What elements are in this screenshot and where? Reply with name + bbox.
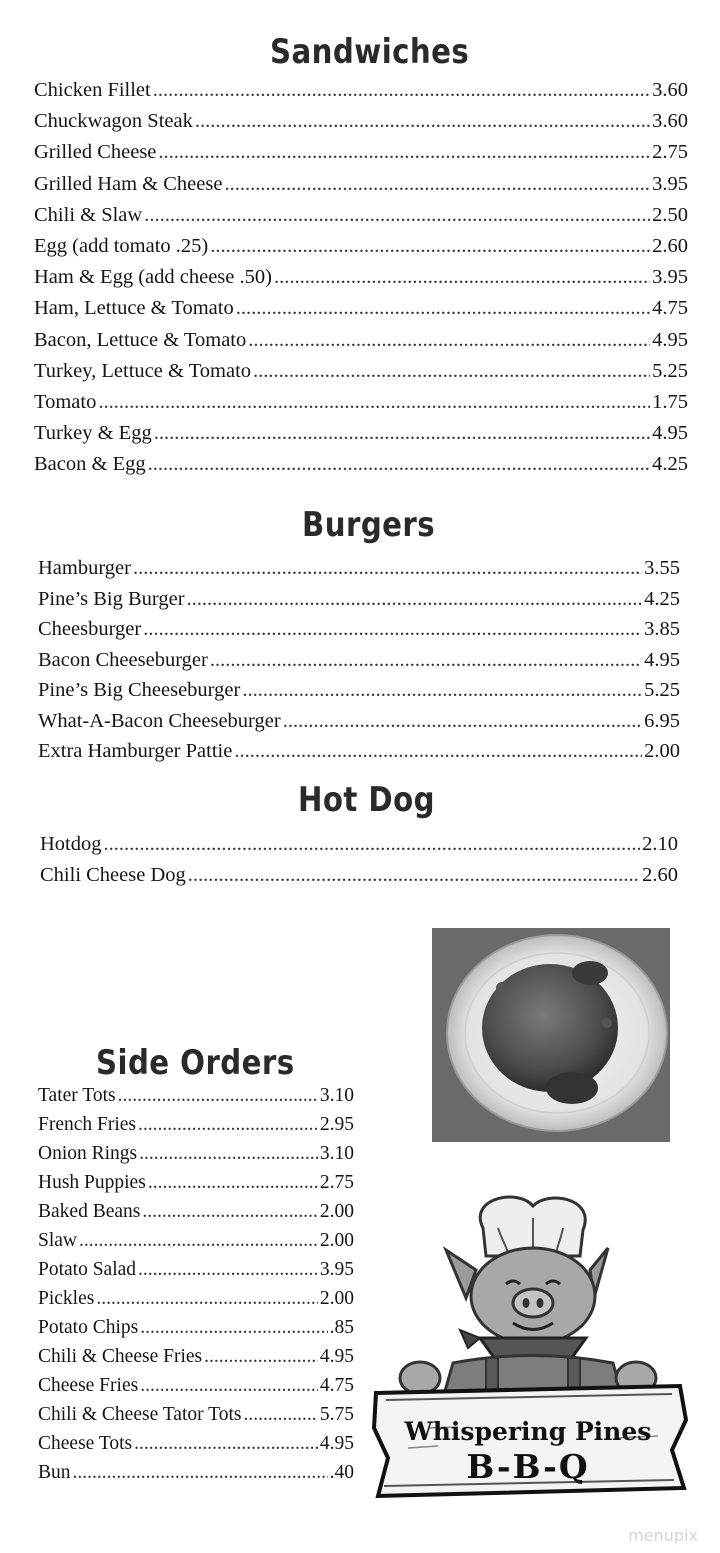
menu-item-price: 3.95	[319, 1259, 354, 1280]
menu-item-name: Cheese Fries	[38, 1375, 139, 1396]
menu-item-name: Hotdog	[40, 833, 102, 855]
dot-leader	[134, 1433, 318, 1455]
menu-item-price: 4.75	[319, 1375, 354, 1396]
menu-item	[34, 266, 688, 297]
burger-photo	[432, 928, 670, 1142]
menu-item	[38, 710, 680, 741]
dot-leader	[204, 1346, 318, 1368]
menu-item-price: 4.25	[644, 587, 680, 610]
menu-item-name: Onion Rings	[38, 1143, 138, 1164]
dot-leader	[248, 329, 650, 352]
menu-item-name: Ham & Egg (add cheese .50)	[34, 266, 272, 289]
menu-item	[38, 649, 680, 680]
menu-item-name: Chuckwagon Steak	[34, 110, 193, 133]
dot-leader	[210, 649, 642, 672]
menu-item-price: 2.75	[652, 141, 688, 164]
menu-item	[34, 391, 688, 422]
menu-item-name: Tomato	[34, 390, 97, 413]
dot-leader	[195, 110, 650, 133]
menu-item	[38, 557, 680, 588]
menu-item	[38, 1462, 354, 1491]
burger-plate-illustration	[432, 928, 670, 1142]
dot-leader	[138, 1114, 318, 1136]
menu-item	[38, 679, 680, 710]
menu-item-price: .40	[329, 1462, 354, 1483]
menu-item-price: 3.10	[319, 1143, 354, 1164]
menu-item	[38, 588, 680, 619]
menu-item-price: 3.60	[652, 79, 688, 101]
menu-item-name: Bun	[38, 1462, 71, 1483]
menu-item-name: Bacon & Egg	[34, 453, 146, 476]
menu-item-name: Chili & Slaw	[34, 203, 143, 226]
menu-item-price: 2.10	[642, 833, 678, 855]
whispering-pines-logo	[368, 1188, 698, 1528]
dot-leader	[236, 297, 650, 320]
hot-dog-list	[40, 833, 678, 895]
menu-item-name: Hamburger	[38, 557, 131, 579]
dot-leader	[104, 833, 641, 856]
dot-leader	[79, 1230, 318, 1252]
menu-item-price: .85	[329, 1317, 354, 1338]
menu-item-name: Egg (add tomato .25)	[34, 234, 209, 257]
menu-item-price: 4.95	[652, 328, 688, 351]
menu-item-price: 3.95	[652, 266, 688, 289]
menu-item-price: 2.00	[644, 740, 680, 762]
dot-leader	[148, 1172, 318, 1194]
watermark: menupix	[628, 1526, 698, 1545]
side-orders-list	[38, 1085, 354, 1491]
logo-line1: Whispering Pines	[404, 1417, 652, 1446]
menu-item	[34, 79, 688, 110]
dot-leader	[274, 266, 650, 289]
menu-item-name: Pine’s Big Burger	[38, 587, 185, 610]
menu-item-name: Grilled Ham & Cheese	[34, 172, 223, 195]
menu-item-name: Hush Puppies	[38, 1172, 146, 1193]
menu-item	[38, 1230, 354, 1259]
hot-dog-heading: Hot Dog	[298, 780, 436, 820]
dot-leader	[148, 453, 651, 476]
sandwiches-heading: Sandwiches	[270, 32, 470, 72]
menu-item	[40, 833, 678, 864]
menu-item-price: 4.95	[644, 648, 680, 671]
menu-item	[38, 1143, 354, 1172]
menu-item	[38, 1288, 354, 1317]
menu-item-price: 2.60	[642, 864, 678, 886]
menu-item-name: Extra Hamburger Pattie	[38, 740, 233, 762]
menu-item-name: Baked Beans	[38, 1201, 141, 1222]
menu-item-price: 1.75	[652, 390, 688, 413]
menu-item	[38, 1404, 354, 1433]
logo-line2: B-B-Q	[466, 1447, 590, 1486]
menu-item-name: Slaw	[38, 1230, 77, 1251]
menu-item-price: 4.75	[652, 297, 688, 320]
menu-item-name: Turkey & Egg	[34, 422, 152, 445]
menu-item-name: Chicken Fillet	[34, 79, 151, 101]
menu-item	[38, 1259, 354, 1288]
dot-leader	[158, 141, 650, 164]
menu-item	[34, 297, 688, 328]
menu-item-price: 2.60	[652, 234, 688, 257]
menu-item-name: Pine’s Big Cheeseburger	[38, 679, 241, 701]
menu-item-price: 4.95	[652, 422, 688, 445]
menu-item	[34, 235, 688, 266]
dot-leader	[253, 360, 650, 383]
menu-item-price: 3.85	[644, 618, 680, 640]
menu-item	[38, 1346, 354, 1375]
menu-item	[34, 204, 688, 235]
menu-item	[34, 141, 688, 172]
dot-leader	[140, 1317, 327, 1339]
menu-item-price: 3.55	[644, 557, 680, 579]
dot-leader	[140, 1375, 318, 1397]
menu-item-name: Cheesburger	[38, 618, 142, 640]
menu-item	[34, 360, 688, 391]
menu-item-price: 3.60	[652, 110, 688, 133]
dot-leader	[133, 557, 642, 580]
menu-item-name: Chili & Cheese Fries	[38, 1346, 203, 1367]
menu-item-price: 3.95	[652, 172, 688, 195]
dot-leader	[210, 235, 650, 258]
sandwiches-list	[34, 79, 688, 484]
dot-leader	[224, 173, 650, 196]
menu-item	[38, 1201, 354, 1230]
menu-item-name: Pickles	[38, 1288, 95, 1309]
menu-item	[34, 173, 688, 204]
menu-item	[38, 1172, 354, 1201]
dot-leader	[154, 422, 650, 445]
menu-item	[38, 740, 680, 771]
menu-item-name: Cheese Tots	[38, 1433, 133, 1454]
dot-leader	[144, 204, 650, 227]
dot-leader	[242, 679, 642, 702]
menu-item-price: 4.25	[652, 453, 688, 476]
menu-item-price: 3.10	[319, 1085, 354, 1106]
menu-item-name: Turkey, Lettuce & Tomato	[34, 359, 252, 382]
dot-leader	[143, 618, 642, 641]
menu-item	[38, 1085, 354, 1114]
menu-item	[34, 329, 688, 360]
dot-leader	[234, 740, 642, 763]
menu-item-price: 5.75	[319, 1404, 354, 1425]
dot-leader	[243, 1404, 317, 1426]
menu-item-price: 2.95	[319, 1114, 354, 1135]
menu-item-price: 4.95	[319, 1346, 354, 1367]
dot-leader	[188, 864, 640, 887]
menu-item	[38, 618, 680, 649]
menu-item-name: Tater Tots	[38, 1085, 116, 1106]
menu-item	[38, 1114, 354, 1143]
menu-item	[38, 1433, 354, 1462]
burgers-heading: Burgers	[302, 505, 436, 545]
dot-leader	[139, 1143, 318, 1165]
menu-item	[38, 1317, 354, 1346]
menu-item-price: 6.95	[644, 709, 680, 732]
menu-item-price: 2.00	[319, 1288, 354, 1309]
menu-item-name: What-A-Bacon Cheeseburger	[38, 709, 281, 732]
menu-item	[40, 864, 678, 895]
dot-leader	[96, 1288, 318, 1310]
dot-leader	[187, 588, 643, 611]
menu-item-name: Grilled Cheese	[34, 141, 157, 164]
menu-item-price: 2.50	[652, 203, 688, 226]
menu-item-price: 5.25	[644, 679, 680, 701]
dot-leader	[118, 1085, 318, 1107]
burgers-list	[38, 557, 680, 771]
menu-item-price: 2.75	[319, 1172, 354, 1193]
menu-item-name: Bacon Cheeseburger	[38, 648, 208, 671]
menu-item-price: 2.00	[319, 1230, 354, 1251]
menu-item-price: 4.95	[319, 1433, 354, 1454]
pig-chef-mascot-icon	[368, 1188, 698, 1528]
dot-leader	[153, 79, 650, 102]
menu-item	[34, 453, 688, 484]
menu-item-price: 5.25	[652, 359, 688, 382]
menu-item-name: French Fries	[38, 1114, 137, 1135]
menu-item-name: Potato Salad	[38, 1259, 137, 1280]
menu-item-price: 2.00	[319, 1201, 354, 1222]
menu-item	[34, 422, 688, 453]
dot-leader	[142, 1201, 318, 1223]
dot-leader	[73, 1462, 328, 1484]
menu-item-name: Chili Cheese Dog	[40, 864, 186, 886]
menu-item-name: Potato Chips	[38, 1317, 139, 1338]
dot-leader	[138, 1259, 318, 1281]
menu-item-name: Ham, Lettuce & Tomato	[34, 297, 234, 320]
menu-item	[38, 1375, 354, 1404]
menu-item-name: Chili & Cheese Tator Tots	[38, 1404, 242, 1425]
side-orders-heading: Side Orders	[96, 1043, 295, 1083]
menu-item	[34, 110, 688, 141]
dot-leader	[283, 710, 642, 733]
dot-leader	[98, 391, 650, 414]
menu-item-name: Bacon, Lettuce & Tomato	[34, 328, 247, 351]
